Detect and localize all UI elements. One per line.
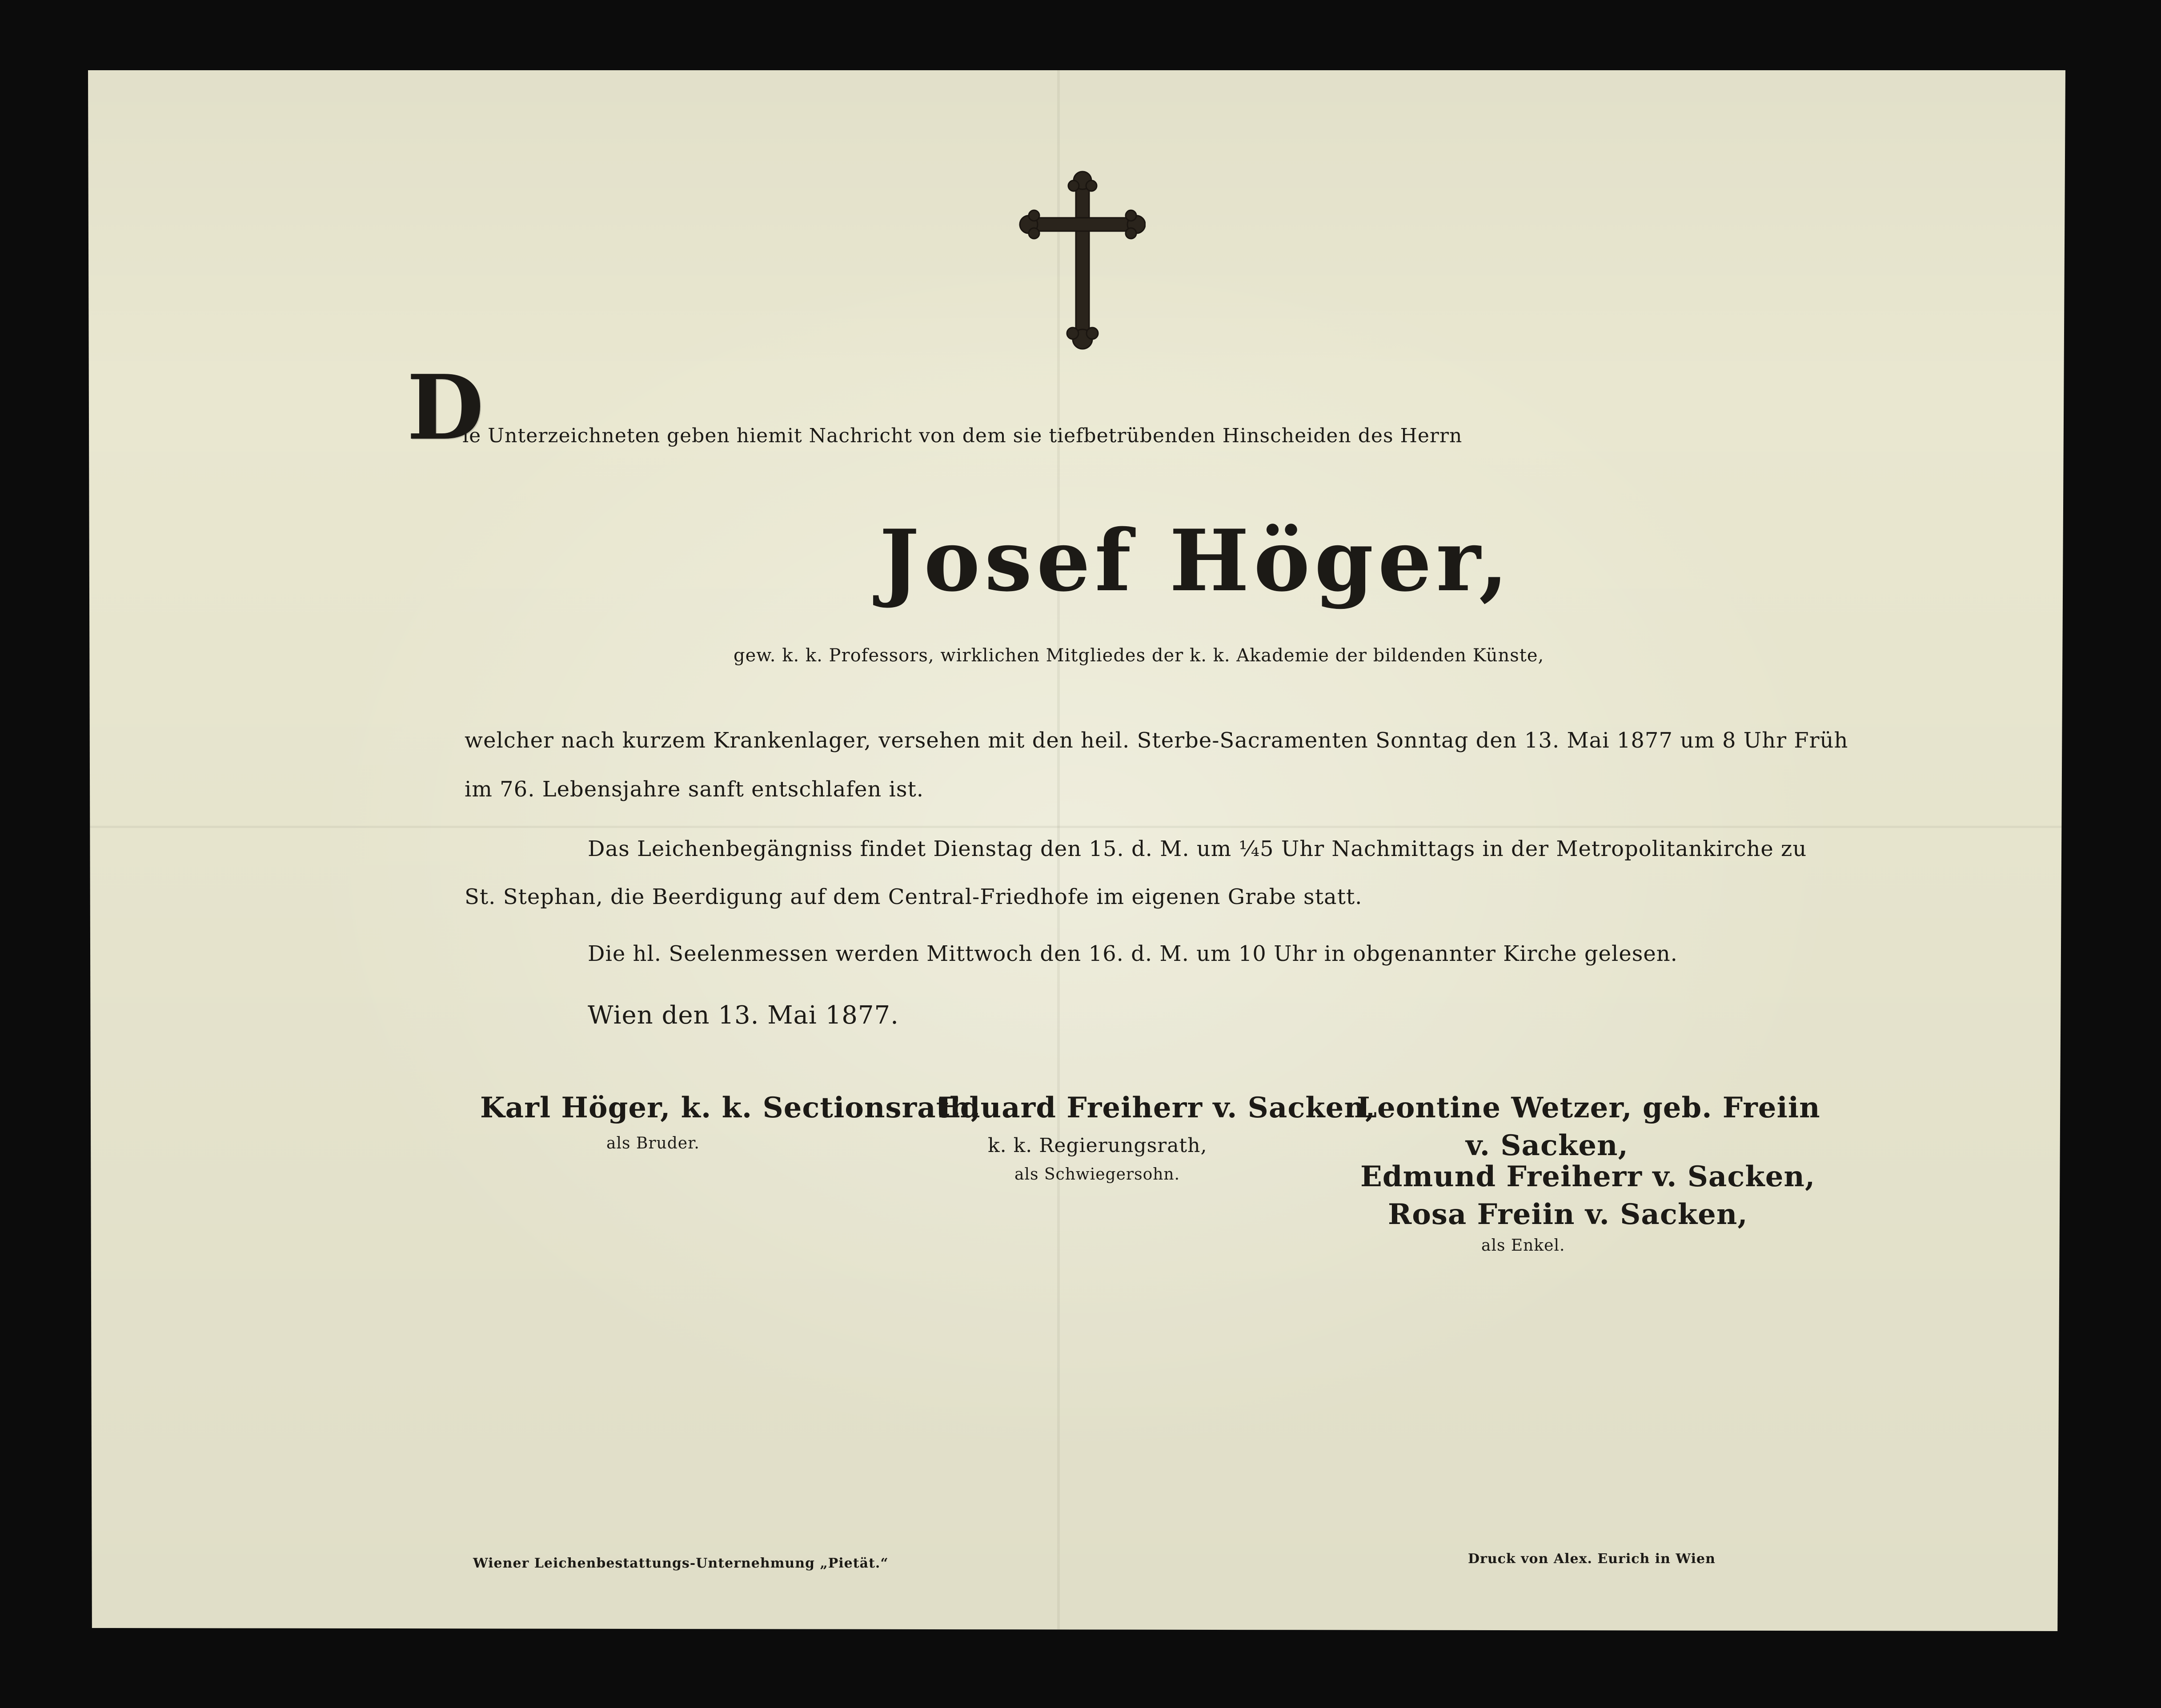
footer-printer: Druck von Alex. Eurich in Wien — [1468, 1551, 1716, 1567]
signatory-1-relation: als Bruder. — [606, 1134, 700, 1152]
signatory-1-name: Karl Höger, k. k. Sectionsrath, — [480, 1091, 982, 1124]
body-line-3: Das Leichenbegängniss findet Dienstag den 15. d. M. um ¼5 Uhr Nachmittags in der Metropolitankirche zu — [588, 836, 1807, 861]
signatory-3-name-line-2: v. Sacken, — [1466, 1129, 1628, 1162]
paper-crease-horizontal — [88, 826, 2065, 828]
deceased-name: Josef Höger, — [879, 511, 1513, 610]
intro-drop-cap: D — [407, 356, 484, 460]
signatory-2-name: Eduard Freiherr v. Sacken, — [938, 1091, 1376, 1124]
place-date: Wien den 13. Mai 1877. — [588, 1001, 899, 1030]
signatory-2-relation: als Schwiegersohn. — [1014, 1165, 1180, 1184]
signatory-3-relation: als Enkel. — [1481, 1236, 1565, 1255]
body-line-2: im 76. Lebensjahre sanft entschlafen ist. — [465, 777, 924, 802]
signatory-2-role: k. k. Regierungsrath, — [988, 1134, 1207, 1157]
footer-funeral-company: Wiener Leichenbestattungs-Unternehmung „Pietät.“ — [473, 1556, 889, 1571]
body-line-5: Die hl. Seelenmessen werden Mittwoch den 16. d. M. um 10 Uhr in obgenannter Kirche gelesen. — [588, 941, 1678, 966]
signatory-3-name-line-3: Edmund Freiherr v. Sacken, — [1360, 1160, 1816, 1193]
signatory-3-name-line-1: Leontine Wetzer, geb. Freiin — [1357, 1091, 1820, 1124]
intro-text: ie Unterzeichneten geben hiemit Nachricht von dem sie tiefbetrübenden Hinscheiden des Herrn — [462, 424, 1463, 447]
signatory-3-name-line-4: Rosa Freiin v. Sacken, — [1388, 1198, 1748, 1231]
deceased-title: gew. k. k. Professors, wirklichen Mitgliedes der k. k. Akademie der bildenden Künste, — [734, 645, 1544, 666]
cross-icon — [1019, 168, 1146, 355]
body-line-1: welcher nach kurzem Krankenlager, versehen mit den heil. Sterbe-Sacramenten Sonntag den 13. Mai 1877 um 8 Uhr Früh — [465, 728, 1848, 753]
body-line-4: St. Stephan, die Beerdigung auf dem Central-Friedhofe im eigenen Grabe statt. — [465, 884, 1363, 909]
